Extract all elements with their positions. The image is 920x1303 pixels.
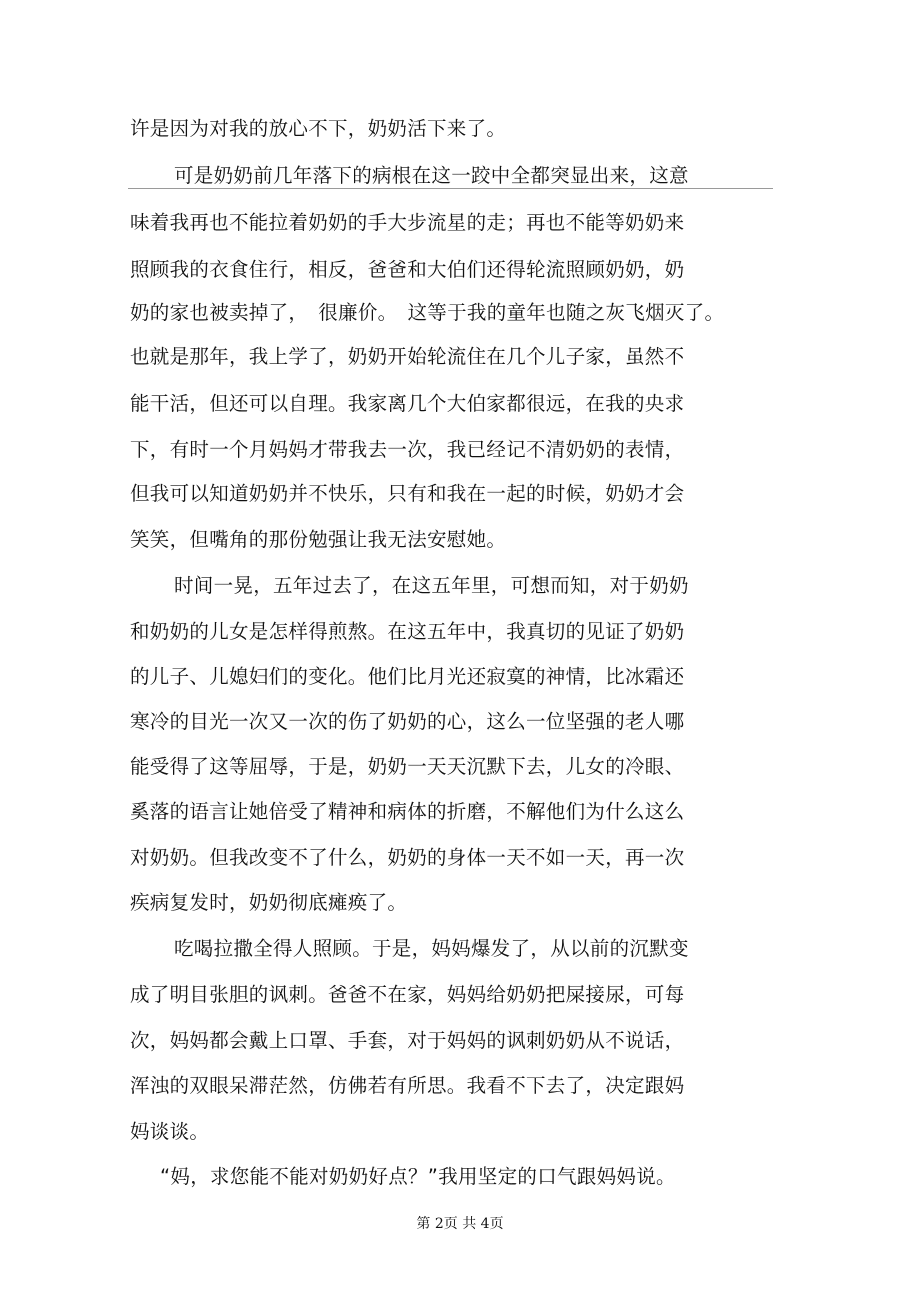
text-line-23: 妈谈谈。	[130, 1120, 210, 1143]
text-line-3: 味着我再也不能拉着奶奶的手大步流星的走；再也不能等奶奶来	[130, 211, 685, 234]
horizontal-rule	[128, 188, 773, 189]
text-line-22: 浑浊的双眼呆滞茫然，仿佛若有所思。我看不下去了，决定跟妈	[130, 1074, 685, 1097]
text-line-14: 寒冷的目光一次又一次的伤了奶奶的心，这么一位坚强的老人哪	[130, 710, 685, 733]
page-number-footer: 第 2页 共 4页	[416, 1216, 504, 1232]
text-line-17: 对奶奶。但我改变不了什么，奶奶的身体一天不如一天，再一次	[130, 846, 685, 869]
text-line-10: 笑笑，但嘴角的那份勉强让我无法安慰她。	[130, 528, 507, 551]
text-line-21: 次，妈妈都会戴上口罩、手套，对于妈妈的讽刺奶奶从不说话，	[130, 1029, 685, 1052]
text-line-19: 吃喝拉撒全得人照顾。于是，妈妈爆发了，从以前的沉默变	[174, 937, 689, 960]
text-line-15: 能受得了这等屈辱，于是，奶奶一天天沉默下去，儿女的冷眼、	[130, 755, 685, 778]
text-line-12: 和奶奶的儿女是怎样得煎熬。在这五年中，我真切的见证了奶奶	[130, 620, 685, 643]
text-line-9: 但我可以知道奶奶并不快乐，只有和我在一起的时候，奶奶才会	[130, 482, 685, 505]
text-line-8: 下，有时一个月妈妈才带我去一次，我已经记不清奶奶的表情，	[130, 438, 685, 461]
text-line-1: 许是因为对我的放心不下，奶奶活下来了。	[130, 117, 507, 140]
text-line-18: 疾病复发时，奶奶彻底瘫痪了。	[130, 891, 408, 914]
text-line-6: 也就是那年，我上学了，奶奶开始轮流住在几个儿子家，虽然不	[130, 345, 685, 368]
text-line-16: 奚落的语言让她倍受了精神和病体的折磨，不解他们为什么这么	[130, 800, 685, 823]
text-line-24: “妈，求您能不能对奶奶好点？”我用坚定的口气跟妈妈说。	[160, 1165, 676, 1188]
text-line-13: 的儿子、儿媳妇们的变化。他们比月光还寂寞的神情，比冰霜还	[130, 665, 685, 688]
text-line-11: 时间一晃，五年过去了，在这五年里，可想而知，对于奶奶	[174, 574, 689, 597]
text-line-5: 奶的家也被卖掉了， 很廉价。 这等于我的童年也随之灰飞烟灭了。	[130, 301, 725, 324]
text-line-2: 可是奶奶前几年落下的病根在这一跤中全都突显出来，这意	[174, 164, 689, 187]
text-line-20: 成了明目张胆的讽刺。爸爸不在家，妈妈给奶奶把屎接尿，可每	[130, 983, 685, 1006]
text-line-4: 照顾我的衣食住行，相反，爸爸和大伯们还得轮流照顾奶奶，奶	[130, 258, 685, 281]
text-line-7: 能干活，但还可以自理。我家离几个大伯家都很远，在我的央求	[130, 392, 685, 415]
